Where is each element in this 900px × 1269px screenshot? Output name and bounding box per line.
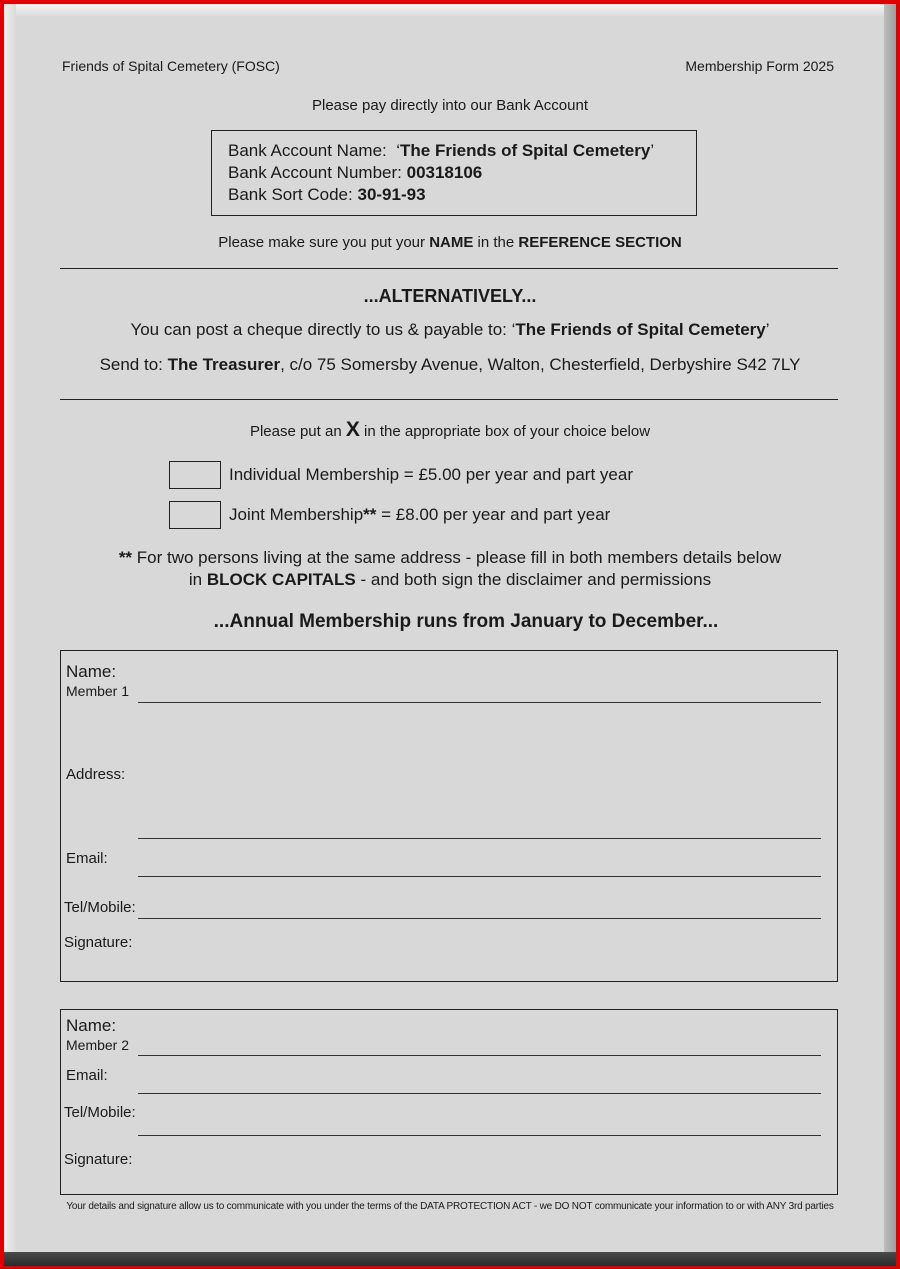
joint-membership-checkbox[interactable]: [169, 501, 221, 529]
reference-prefix: Please make sure you put your: [218, 234, 430, 251]
choice-instruction: [0, 418, 900, 442]
frame-bevel-top: [4, 4, 896, 16]
member1-signature-label: Signature:: [64, 934, 133, 951]
joint-note-line2: [0, 570, 900, 590]
cheque-payable: You can post a cheque directly to us & payable to: ‘The Friends of Spital Cemetery’: [130, 320, 770, 339]
bank-account-name: Bank Account Name: ‘The Friends of Spital Cemetery’: [228, 141, 655, 160]
cheque-send-to: [0, 355, 900, 375]
bank-account-number: [228, 163, 482, 183]
note-stars: **: [118, 548, 133, 567]
note-line2-prefix: in: [188, 570, 207, 589]
divider-2: [60, 399, 838, 400]
bank-sort-code: [228, 185, 426, 205]
data-protection-footer: Your details and signature allow us to communicate with you under the terms of the DATA PROTECTION ACT - we DO NOT communicate your information to or with ANY 3rd parties: [66, 1201, 834, 1212]
note-line2-suffix: - and both sign the disclaimer and permissions: [355, 570, 712, 589]
instruction-suffix: in the appropriate box of your choice below: [359, 423, 651, 440]
divider-1: [60, 268, 838, 269]
instruction-prefix: Please put an: [249, 423, 346, 440]
member1-label: Member 1: [66, 683, 130, 699]
reference-section: REFERENCE SECTION: [518, 234, 682, 251]
bank-sort-code-value: 30-91-93: [357, 185, 426, 204]
bank-account-name-value: The Friends of Spital Cemetery: [400, 141, 651, 160]
member1-signature-field[interactable]: [138, 925, 821, 970]
annual-membership-note: ...Annual Membership runs from January to December...: [213, 611, 719, 632]
member1-name-label: Name:: [66, 662, 117, 681]
joint-note-line1: [0, 548, 900, 568]
joint-membership-label: [229, 505, 610, 525]
alternatively-heading: ...ALTERNATIVELY...: [363, 286, 537, 306]
member1-name-field[interactable]: [138, 702, 821, 703]
send-name: The Treasurer: [167, 355, 281, 374]
individual-membership-checkbox[interactable]: [169, 461, 221, 489]
instruction-mark: X: [345, 418, 360, 441]
member2-email-label: Email:: [66, 1067, 108, 1084]
joint-suffix: = £8.00 per year and part year: [376, 505, 611, 524]
form-title: Membership Form 2025: [685, 58, 834, 74]
reference-mid: in the: [473, 234, 519, 251]
org-name: Friends of Spital Cemetery (FOSC): [62, 58, 280, 74]
member2-signature-field[interactable]: [138, 1142, 821, 1187]
reference-name: NAME: [429, 234, 474, 251]
member1-address-field[interactable]: [138, 838, 821, 839]
cheque-payable-name: The Friends of Spital Cemetery: [515, 320, 766, 339]
bank-account-number-value: 00318106: [406, 163, 483, 182]
bank-sort-code-label: Bank Sort Code:: [228, 185, 353, 204]
joint-stars: **: [363, 505, 377, 524]
member1-email-field[interactable]: [138, 876, 821, 877]
joint-prefix: Joint Membership: [229, 505, 364, 524]
member1-email-label: Email:: [66, 850, 108, 867]
member2-tel-field[interactable]: [138, 1135, 821, 1136]
note-line2-bold: BLOCK CAPITALS: [206, 570, 356, 589]
reference-note: [0, 234, 900, 251]
bank-account-number-label: Bank Account Number:: [228, 163, 402, 182]
member2-label: Member 2: [66, 1037, 130, 1053]
bank-intro: Please pay directly into our Bank Account: [312, 97, 588, 114]
bank-account-name-label: Bank Account Name:: [228, 141, 387, 160]
note-line1-text: For two persons living at the same address - please fill in both members details below: [132, 548, 782, 567]
individual-membership-label: Individual Membership = £5.00 per year and part year: [229, 465, 633, 484]
member2-email-field[interactable]: [138, 1093, 821, 1094]
send-prefix: Send to:: [99, 355, 168, 374]
send-address: , c/o 75 Somersby Avenue, Walton, Chesterfield, Derbyshire S42 7LY: [280, 355, 801, 374]
member2-name-field[interactable]: [138, 1055, 821, 1056]
member2-name-label: Name:: [66, 1016, 117, 1035]
frame-bevel-bottom: [4, 1252, 896, 1266]
frame-bevel-left: [4, 4, 16, 1256]
cheque-payable-prefix: You can post a cheque directly to us & payable to:: [130, 320, 512, 339]
member2-tel-label: Tel/Mobile:: [64, 1104, 136, 1121]
member1-tel-label: Tel/Mobile:: [64, 899, 136, 916]
member1-address-label: Address:: [66, 766, 126, 783]
member1-tel-field[interactable]: [138, 918, 821, 919]
member2-signature-label: Signature:: [64, 1151, 133, 1168]
